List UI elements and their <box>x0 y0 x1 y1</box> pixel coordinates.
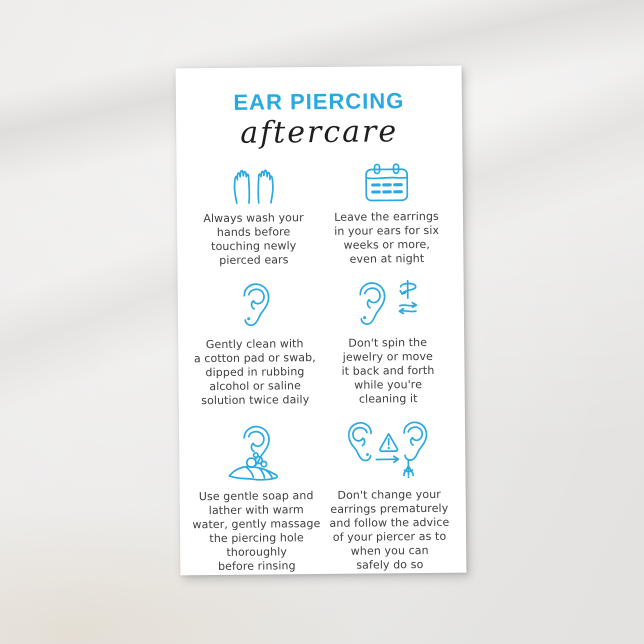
calendar-icon <box>363 162 409 202</box>
tip-text: Leave the earrings in your ears for six weeks or more, even at night <box>334 209 440 266</box>
tip-text: Use gentle soap and lather with warm water, gently massage the piercing hole thoroughly before rinsing <box>192 489 321 573</box>
ear-no-spin-icon <box>354 278 420 329</box>
tip-dont-spin <box>323 278 453 407</box>
ear-icon <box>237 279 271 329</box>
tip-text: Don't spin the jewelry or move it back and forth while you're cleaning it <box>341 335 435 406</box>
tip-text: Always wash your hands before touching newly pierced ears <box>203 211 304 267</box>
tip-soap-massage <box>191 419 321 574</box>
tips-grid <box>188 162 454 574</box>
ear-soap-hand-icon <box>226 419 285 482</box>
card-title: EAR PIERCING <box>233 88 405 115</box>
tip-dont-change <box>324 418 454 573</box>
tip-wash-hands <box>188 163 318 268</box>
aftercare-card <box>176 66 467 576</box>
tip-text: Don't change your earrings prematurely and follow the advice of your piercer as to when you can safely do so <box>329 487 450 572</box>
tip-text: Gently clean with a cotton pad or swab, dipped in rubbing alcohol or saline solution twice daily <box>193 337 316 408</box>
washing-hands-icon <box>227 163 279 203</box>
ears-warning-earring-icon <box>347 418 430 481</box>
tip-clean-ear <box>190 279 320 408</box>
card-subtitle: aftercare <box>240 114 399 151</box>
tip-calendar <box>321 162 451 267</box>
